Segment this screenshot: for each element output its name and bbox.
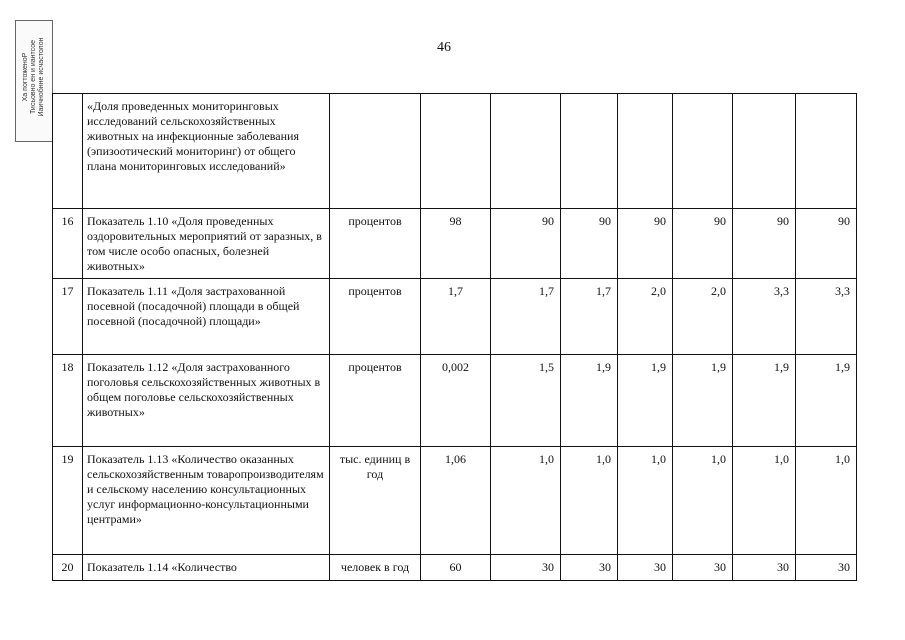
value-cell: 90 [618, 209, 673, 279]
stamp-line: Ха погтоженоР [22, 52, 29, 102]
indicator-cell: Показатель 1.11 «Доля застрахованной посевной (посадочной) площади в общей посевной (посадочной) площади» [83, 279, 330, 355]
value-cell: 1,0 [561, 447, 618, 555]
table-row [53, 209, 857, 279]
value-cell: 1,9 [561, 355, 618, 447]
value-cell: 1,9 [796, 355, 857, 447]
stamp-line: Тисьовно ен и иантсое [30, 39, 37, 115]
indicator-cell: «Доля проведенных мониторинговых исследований сельскохозяйственных животных на инфекционные заболевания (эпизоотический мониторинг) от общего плана мониторинговых исследований» [83, 94, 330, 209]
value-cell: 1,9 [618, 355, 673, 447]
value-cell: 30 [733, 555, 796, 581]
unit-cell: процентов [330, 355, 421, 447]
value-cell: 1,0 [733, 447, 796, 555]
row-index: 16 [53, 209, 83, 279]
value-cell: 1,0 [491, 447, 561, 555]
value-cell: 90 [733, 209, 796, 279]
table-row [53, 447, 857, 555]
page-number: 46 [437, 40, 451, 55]
value-cell: 1,9 [733, 355, 796, 447]
row-index: 20 [53, 555, 83, 581]
stamp-text [22, 17, 46, 137]
value-cell: 1,0 [796, 447, 857, 555]
value-cell [491, 94, 561, 209]
value-cell: 90 [491, 209, 561, 279]
value-cell: 1,06 [421, 447, 491, 555]
value-cell: 3,3 [733, 279, 796, 355]
unit-cell: процентов [330, 279, 421, 355]
unit-cell: тыс. единиц в год [330, 447, 421, 555]
value-cell: 30 [796, 555, 857, 581]
registration-stamp [15, 20, 53, 142]
value-cell: 2,0 [673, 279, 733, 355]
value-cell [733, 94, 796, 209]
value-cell: 1,0 [673, 447, 733, 555]
stamp-line: Иаичнобнне исчастолон [38, 37, 45, 117]
value-cell: 98 [421, 209, 491, 279]
table-row [53, 555, 857, 581]
value-cell: 90 [796, 209, 857, 279]
value-cell [421, 94, 491, 209]
value-cell: 90 [673, 209, 733, 279]
value-cell: 30 [491, 555, 561, 581]
value-cell: 2,0 [618, 279, 673, 355]
table-row [53, 355, 857, 447]
table-body [53, 94, 857, 581]
value-cell: 1,0 [618, 447, 673, 555]
value-cell: 30 [561, 555, 618, 581]
indicator-cell: Показатель 1.12 «Доля застрахованного поголовья сельскохозяйственных животных в общем поголовье сельскохозяйственных животных» [83, 355, 330, 447]
value-cell: 3,3 [796, 279, 857, 355]
unit-cell: процентов [330, 209, 421, 279]
indicator-cell: Показатель 1.14 «Количество [83, 555, 330, 581]
unit-cell: человек в год [330, 555, 421, 581]
table-row [53, 279, 857, 355]
value-cell [618, 94, 673, 209]
row-index: 18 [53, 355, 83, 447]
value-cell: 1,7 [491, 279, 561, 355]
indicator-cell: Показатель 1.13 «Количество оказанных сельскохозяйственным товаропроизводителям и сельскому населению консультационных услуг информационно-консультационными центрами» [83, 447, 330, 555]
value-cell [673, 94, 733, 209]
table-row [53, 94, 857, 209]
value-cell: 30 [618, 555, 673, 581]
value-cell: 1,7 [561, 279, 618, 355]
value-cell: 30 [673, 555, 733, 581]
value-cell: 90 [561, 209, 618, 279]
value-cell: 1,5 [491, 355, 561, 447]
value-cell: 0,002 [421, 355, 491, 447]
unit-cell [330, 94, 421, 209]
indicator-cell: Показатель 1.10 «Доля проведенных оздоровительных мероприятий от заразных, в том числе особо опасных, болезней животных» [83, 209, 330, 279]
value-cell [796, 94, 857, 209]
row-index: 19 [53, 447, 83, 555]
row-index [53, 94, 83, 209]
row-index: 17 [53, 279, 83, 355]
value-cell: 1,7 [421, 279, 491, 355]
value-cell: 60 [421, 555, 491, 581]
value-cell [561, 94, 618, 209]
indicators-table [52, 93, 857, 581]
value-cell: 1,9 [673, 355, 733, 447]
